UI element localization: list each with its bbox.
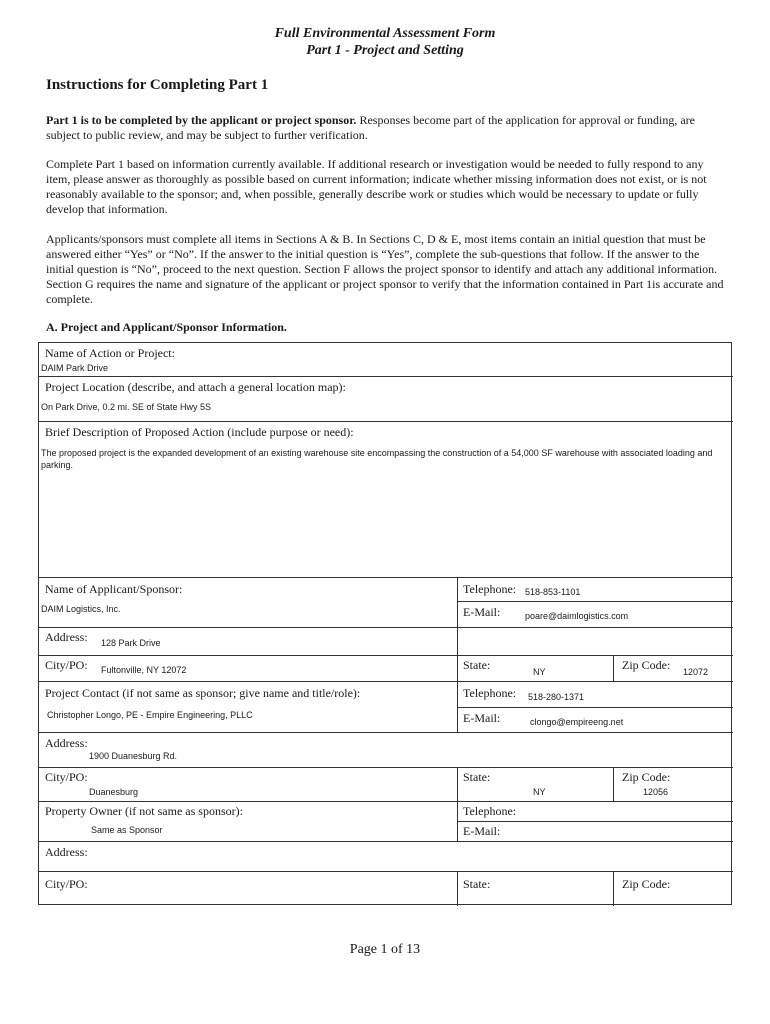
name-of-action-label: Name of Action or Project: (45, 346, 175, 360)
row-divider (39, 655, 733, 656)
row-divider (457, 707, 733, 708)
contact-zip-label: Zip Code: (622, 770, 671, 784)
col-divider (457, 655, 458, 732)
applicant-email-value[interactable]: poare@daimlogistics.com (525, 611, 629, 621)
applicant-state-value[interactable]: NY (533, 667, 546, 677)
row-divider (457, 601, 733, 602)
row-divider (39, 732, 733, 733)
project-contact-value[interactable]: Christopher Longo, PE - Empire Engineering, PLLC (47, 710, 253, 720)
project-info-table (38, 342, 732, 905)
property-owner-value[interactable]: Same as Sponsor (91, 825, 163, 835)
col-divider (457, 871, 458, 906)
col-divider (613, 655, 614, 681)
owner-zip-label: Zip Code: (622, 877, 671, 891)
owner-city-label: City/PO: (45, 877, 88, 891)
contact-address-label: Address: (45, 736, 88, 750)
instructions-paragraph-2: Complete Part 1 based on information currently available. If additional research or investigation would be needed to fully respond to any item, please answer as thoroughly as possible based on current information; indicate whether missing information does not exist, or is not reasonably available to the sponsor; and, when possible, generally describe work or studies which would be necessary to update or fully develop that information. (46, 157, 707, 216)
instructions-paragraph-1 (46, 113, 726, 143)
contact-city-label: City/PO: (45, 770, 88, 784)
col-divider (457, 767, 458, 841)
row-divider (39, 376, 733, 377)
contact-city-value[interactable]: Duanesburg (89, 787, 139, 797)
name-of-action-value[interactable]: DAIM Park Drive (41, 363, 109, 373)
col-divider (613, 871, 614, 906)
row-divider (39, 767, 733, 768)
form-title: Full Environmental Assessment Form (274, 26, 496, 41)
contact-email-value[interactable]: clongo@empireeng.net (530, 717, 624, 727)
contact-zip-value[interactable]: 12056 (643, 787, 669, 797)
contact-telephone-label: Telephone: (463, 686, 517, 700)
brief-description-value[interactable]: The proposed project is the expanded development of an existing warehouse site encompassing the construction of a 54,000 SF warehouse with associated loading and parking. (41, 448, 713, 470)
instructions-paragraph-3: Applicants/sponsors must complete all items in Sections A & B. In Sections C, D & E, most items contain an initial question that must be answered either “Yes” or “No”. If the answer to the initial question is “Yes”, complete the sub-questions that follow. If the answer to the initial question is “No”, proceed to the next question. Section F allows the project sponsor to identify and attach any additional information. Section G requires the name and signature of the applicant or project sponsor to verify that the information contained in Part 1is accurate and complete. (46, 232, 724, 306)
page-number: Page 1 of 13 (349, 942, 421, 957)
applicant-zip-value[interactable]: 12072 (683, 667, 709, 677)
project-location-value[interactable]: On Park Drive, 0.2 mi. SE of State Hwy 5S (41, 402, 212, 412)
owner-email-label: E-Mail: (463, 824, 501, 838)
applicant-city-label: City/PO: (45, 658, 88, 672)
applicant-email-label: E-Mail: (463, 605, 501, 619)
form-subtitle: Part 1 - Project and Setting (306, 43, 464, 58)
owner-telephone-label: Telephone: (463, 804, 517, 818)
contact-state-label: State: (463, 770, 491, 784)
row-divider (39, 681, 733, 682)
owner-state-label: State: (463, 877, 491, 891)
applicant-zip-label: Zip Code: (622, 658, 671, 672)
contact-email-label: E-Mail: (463, 711, 501, 725)
applicant-address-value[interactable]: 128 Park Drive (101, 638, 161, 648)
row-divider (39, 841, 733, 842)
row-divider (39, 577, 733, 578)
property-owner-label: Property Owner (if not same as sponsor): (45, 804, 243, 818)
project-location-label: Project Location (describe, and attach a general location map): (45, 380, 346, 394)
contact-telephone-value[interactable]: 518-280-1371 (528, 692, 585, 702)
applicant-address-label: Address: (45, 630, 88, 644)
owner-address-label: Address: (45, 845, 88, 859)
instructions-heading: Instructions for Completing Part 1 (46, 77, 269, 93)
applicant-telephone-value[interactable]: 518-853-1101 (525, 587, 581, 597)
col-divider (613, 767, 614, 801)
contact-address-value[interactable]: 1900 Duanesburg Rd. (89, 751, 178, 761)
applicant-city-value[interactable]: Fultonville, NY 12072 (101, 665, 187, 675)
section-a-heading: A. Project and Applicant/Sponsor Information. (46, 320, 287, 334)
brief-description-label: Brief Description of Proposed Action (include purpose or need): (45, 425, 354, 439)
applicant-telephone-label: Telephone: (463, 582, 517, 596)
project-contact-label: Project Contact (if not same as sponsor; give name and title/role): (45, 686, 361, 700)
row-divider (39, 627, 733, 628)
row-divider (39, 801, 733, 802)
instructions-p1-bold: Part 1 is to be completed by the applicant or project sponsor. (46, 113, 357, 127)
applicant-state-label: State: (463, 658, 491, 672)
applicant-name-value[interactable]: DAIM Logistics, Inc. (41, 604, 121, 614)
row-divider (457, 821, 733, 822)
row-divider (39, 421, 733, 422)
contact-state-value[interactable]: NY (533, 787, 546, 797)
applicant-name-label: Name of Applicant/Sponsor: (45, 582, 183, 596)
row-divider (39, 871, 733, 872)
col-divider (457, 577, 458, 655)
instructions-p1-rest: Responses become part of the application for approval or funding, are subject to public review, and may be subject to further verification. (46, 113, 695, 142)
